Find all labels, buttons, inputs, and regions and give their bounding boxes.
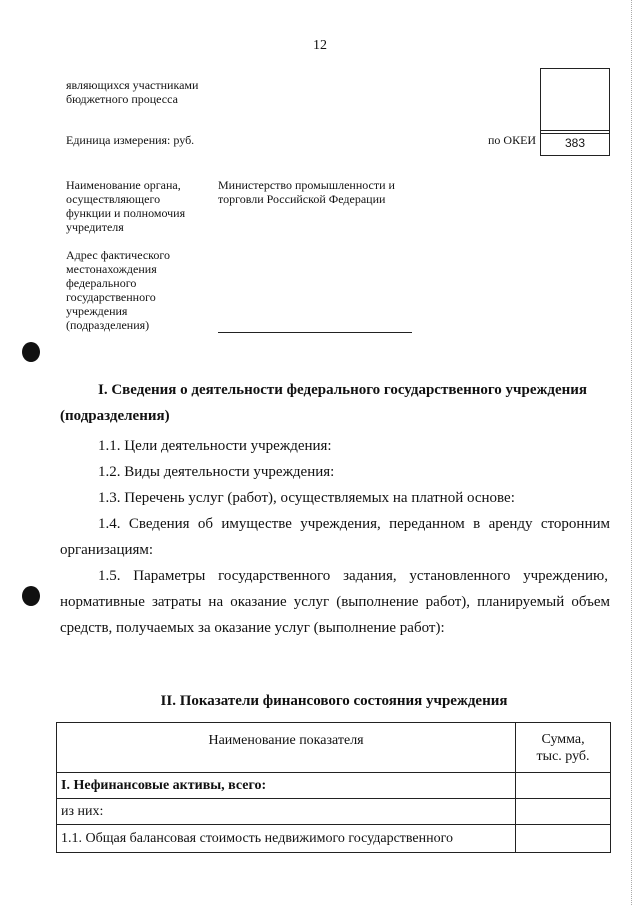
- row-sum-cell: [516, 825, 611, 853]
- unit-label: Единица измерения: руб.: [66, 133, 195, 147]
- row-name-cell: 1.1. Общая балансовая стоимость недвижимого государственного: [57, 825, 516, 853]
- organ-value: Министерство промышленности и торговли Российской Федерации: [218, 178, 395, 206]
- table-row: [57, 773, 611, 799]
- item-1-4: 1.4. Сведения об имуществе учреждения, переданном в аренду сторонним: [98, 516, 610, 532]
- page-number: 12: [313, 38, 327, 53]
- okei-code: 383: [540, 130, 610, 156]
- table-row: [57, 799, 611, 825]
- row-name-cell: из них:: [57, 799, 516, 825]
- address-underline: [218, 332, 412, 333]
- punch-hole-top: [22, 342, 40, 362]
- header-sum-cell: Сумма, тыс. руб.: [516, 723, 611, 773]
- okei-label: по ОКЕИ: [488, 133, 537, 147]
- section1-title-cont: (подразделения): [60, 408, 170, 424]
- section2-title: II. Показатели финансового состояния учреждения: [160, 693, 508, 709]
- item-1-5-cont: нормативные затраты на оказание услуг (выполнение работ), планируемый объем: [60, 594, 610, 610]
- punch-hole-bottom: [22, 586, 40, 606]
- participants-text: являющихся участниками бюджетного процесса: [66, 78, 199, 106]
- item-1-2: 1.2. Виды деятельности учреждения:: [98, 464, 335, 480]
- row-sum-cell: [516, 799, 611, 825]
- item-1-5-cont2: средств, получаемых за оказание услуг (выполнение работ):: [60, 620, 445, 636]
- table-row: [57, 825, 611, 853]
- header-name-cell: Наименование показателя: [57, 723, 516, 773]
- item-1-4-cont: организациям:: [60, 542, 154, 558]
- table-header-row: [57, 723, 611, 773]
- address-label: Адрес фактического местонахождения федерального государственного учреждения (подразделения): [66, 248, 170, 332]
- scan-edge-marks: [627, 0, 632, 905]
- item-1-1: 1.1. Цели деятельности учреждения:: [98, 438, 332, 454]
- item-1-5: 1.5. Параметры государственного задания, установленного учреждению,: [98, 568, 608, 584]
- row-name-cell: I. Нефинансовые активы, всего:: [57, 773, 516, 799]
- section1-title: I. Сведения о деятельности федерального государственного учреждения: [98, 382, 588, 398]
- row-sum-cell: [516, 773, 611, 799]
- item-1-3: 1.3. Перечень услуг (работ), осуществляемых на платной основе:: [98, 490, 515, 506]
- indicators-table: [56, 722, 611, 853]
- organ-label: Наименование органа, осуществляющего функции и полномочия учредителя: [66, 178, 186, 234]
- code-cell-empty: [540, 68, 610, 134]
